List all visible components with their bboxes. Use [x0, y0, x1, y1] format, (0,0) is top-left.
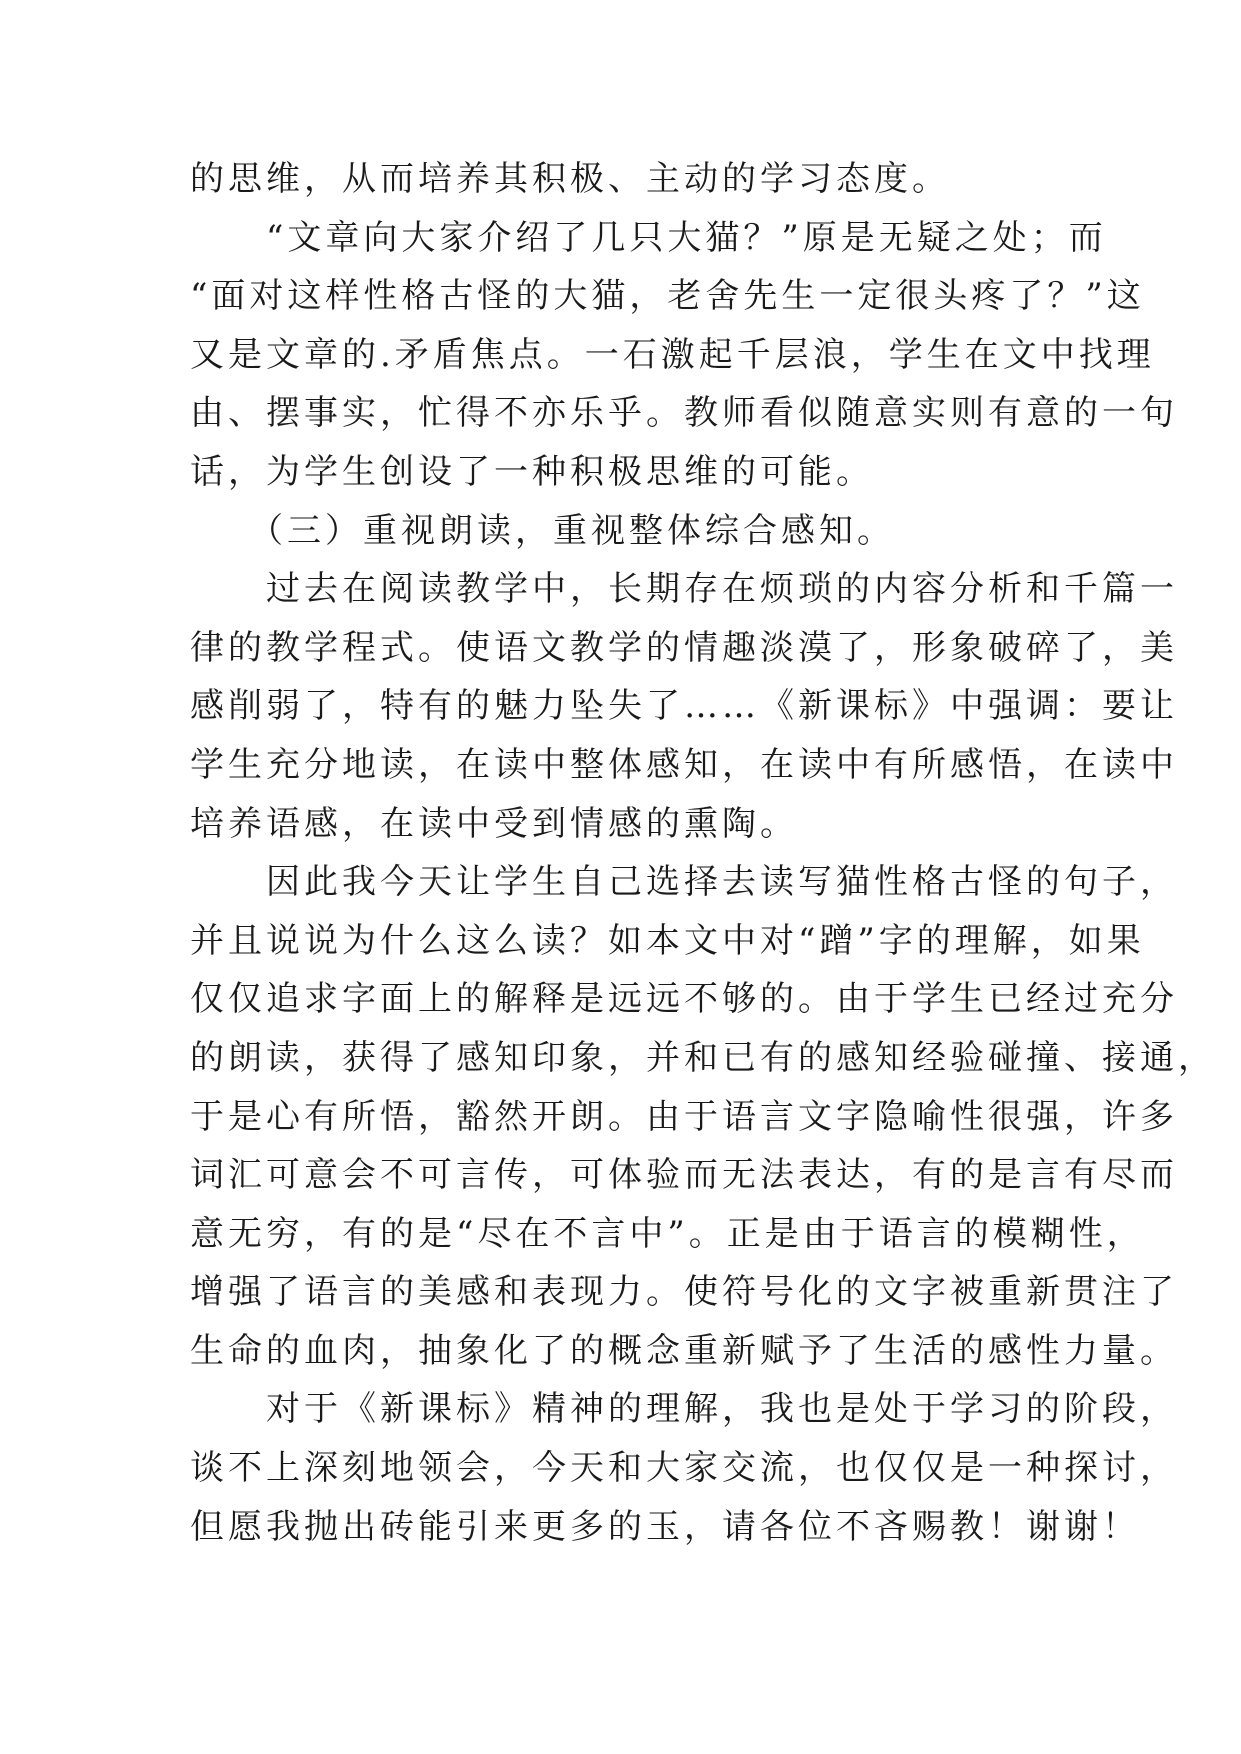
text-line: 过去在阅读教学中，长期存在烦琐的内容分析和千篇一 — [190, 569, 1178, 610]
text-line: 的思维，从而培养其积极、主动的学习态度。 — [190, 159, 950, 199]
text-line: 学生充分地读，在读中整体感知，在读中有所感悟，在读中 — [190, 744, 1178, 785]
text-line: 但愿我抛出砖能引来更多的玉，请各位不吝赐教！谢谢！ — [190, 1506, 1140, 1547]
text-line: 生命的血肉，抽象化了的概念重新赋予了生活的感性力量。 — [190, 1330, 1178, 1371]
text-line: 话，为学生创设了一种积极思维的可能。 — [190, 451, 874, 492]
text-line: 意无穷，有的是“尽在不言中”。正是由于语言的模糊性， — [190, 1213, 1145, 1254]
text-line: 仅仅追求字面上的解释是远远不够的。由于学生已经过充分 — [190, 979, 1178, 1020]
text-line: 培养语感，在读中受到情感的熏陶。 — [190, 803, 798, 844]
text-line: 谈不上深刻地领会，今天和大家交流，也仅仅是一种探讨， — [190, 1448, 1178, 1489]
text-line: 于是心有所悟，豁然开朗。由于语言文字隐喻性很强，许多 — [190, 1096, 1178, 1137]
text-line: “文章向大家介绍了几只大猫？”原是无疑之处；而 — [190, 217, 1107, 258]
text-line: 由、摆事实，忙得不亦乐乎。教师看似随意实则有意的一句 — [190, 393, 1178, 434]
section-heading: （三）重视朗读，重视整体综合感知。 — [190, 510, 895, 551]
text-line: “面对这样性格古怪的大猫，老舍先生一定很头疼了？”这 — [190, 276, 1145, 317]
text-line: 增强了语言的美感和表现力。使符号化的文字被重新贯注了 — [190, 1272, 1178, 1313]
text-line: 的朗读，获得了感知印象，并和已有的感知经验碰撞、接通， — [190, 1037, 1216, 1078]
text-line: 因此我今天让学生自己选择去读写猫性格古怪的句子， — [190, 862, 1178, 903]
text-line: 对于《新课标》精神的理解，我也是处于学习的阶段， — [190, 1389, 1178, 1430]
document-body — [190, 150, 1216, 1556]
text-line: 词汇可意会不可言传，可体验而无法表达，有的是言有尽而 — [190, 1155, 1178, 1196]
text-line: 感削弱了，特有的魅力坠失了……《新课标》中强调：要让 — [190, 686, 1178, 727]
text-line: 并且说说为什么这么读？如本文中对“蹭”字的理解，如果 — [190, 920, 1145, 961]
text-line: 律的教学程式。使语文教学的情趣淡漠了，形象破碎了，美 — [190, 627, 1178, 668]
text-line: 又是文章的.矛盾焦点。一石激起千层浪，学生在文中找理 — [190, 334, 1155, 375]
